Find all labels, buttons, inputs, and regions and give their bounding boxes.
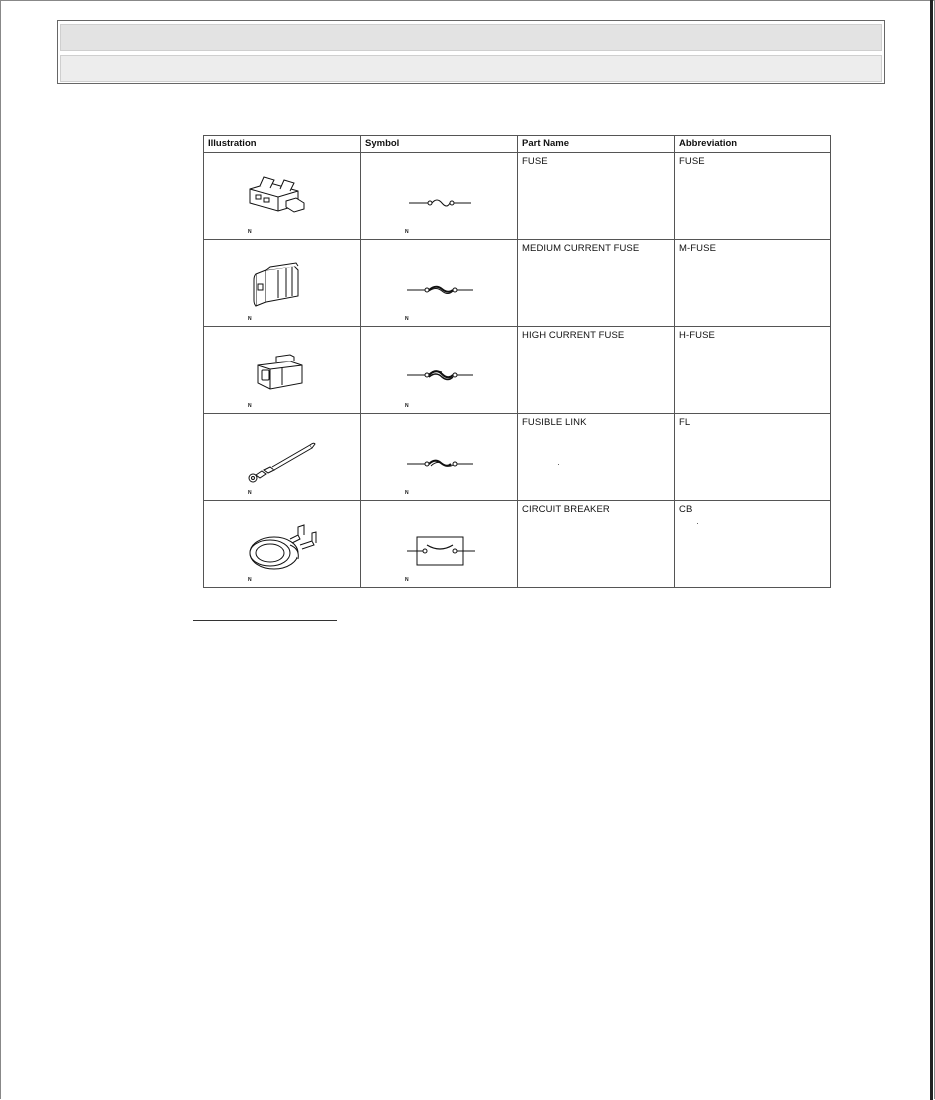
symbol-tag: N: [405, 490, 409, 496]
illustration-tag: N: [248, 577, 252, 583]
illustration-cell: [204, 501, 361, 588]
scan-speck: [697, 523, 698, 524]
medium-current-fuse-symbol-icon: [361, 240, 518, 326]
part-name-cell: [518, 153, 675, 240]
scan-speck: [558, 464, 559, 465]
symbol-tag: N: [405, 403, 409, 409]
abbreviation-cell: [675, 501, 831, 588]
fuse-symbol-icon: [361, 153, 518, 239]
fusible-link-icon: [204, 414, 361, 500]
fuse-parts-table: [203, 135, 831, 588]
symbol-cell: [361, 501, 518, 588]
medium-current-fuse-icon: [204, 240, 361, 326]
part-name-cell: [518, 501, 675, 588]
abbreviation: H-FUSE: [679, 330, 715, 341]
part-name: FUSIBLE LINK: [522, 417, 587, 428]
symbol-tag: N: [405, 577, 409, 583]
page-header: [57, 20, 885, 84]
illustration-cell: [204, 153, 361, 240]
table-row: [204, 414, 831, 501]
part-name-cell: [518, 327, 675, 414]
illustration-tag: N: [248, 490, 252, 496]
illustration-cell: [204, 327, 361, 414]
illustration-cell: [204, 240, 361, 327]
header-subtitle-bar: [60, 55, 882, 82]
column-header-abbreviation: Abbreviation: [675, 136, 831, 153]
header-title-bar: [60, 24, 882, 51]
symbol-cell: [361, 414, 518, 501]
symbol-cell: [361, 240, 518, 327]
symbol-tag: N: [405, 316, 409, 322]
illustration-cell: [204, 414, 361, 501]
blade-fuse-icon: [204, 153, 361, 239]
abbreviation: CB: [679, 504, 693, 515]
table-row: [204, 501, 831, 588]
abbreviation-cell: [675, 414, 831, 501]
column-header-part-name: Part Name: [518, 136, 675, 153]
circuit-breaker-symbol-icon: [361, 501, 518, 587]
page-edge-rule: [930, 0, 933, 1100]
symbol-cell: [361, 153, 518, 240]
fusible-link-symbol-icon: [361, 414, 518, 500]
section-divider: [193, 620, 337, 621]
illustration-tag: N: [248, 229, 252, 235]
abbreviation-cell: [675, 153, 831, 240]
column-header-illustration: Illustration: [204, 136, 361, 153]
illustration-tag: N: [248, 316, 252, 322]
part-name: CIRCUIT BREAKER: [522, 504, 610, 515]
part-name: FUSE: [522, 156, 548, 167]
symbol-tag: N: [405, 229, 409, 235]
high-current-fuse-symbol-icon: [361, 327, 518, 413]
table-header-row: [204, 136, 831, 153]
abbreviation: M-FUSE: [679, 243, 717, 254]
part-name: MEDIUM CURRENT FUSE: [522, 243, 640, 254]
abbreviation-cell: [675, 240, 831, 327]
part-name: HIGH CURRENT FUSE: [522, 330, 625, 341]
high-current-fuse-icon: [204, 327, 361, 413]
table-row: [204, 327, 831, 414]
abbreviation-cell: [675, 327, 831, 414]
abbreviation: FUSE: [679, 156, 705, 167]
symbol-cell: [361, 327, 518, 414]
table-row: [204, 153, 831, 240]
column-header-symbol: Symbol: [361, 136, 518, 153]
abbreviation: FL: [679, 417, 691, 428]
illustration-tag: N: [248, 403, 252, 409]
table-row: [204, 240, 831, 327]
part-name-cell: [518, 414, 675, 501]
circuit-breaker-icon: [204, 501, 361, 587]
part-name-cell: [518, 240, 675, 327]
